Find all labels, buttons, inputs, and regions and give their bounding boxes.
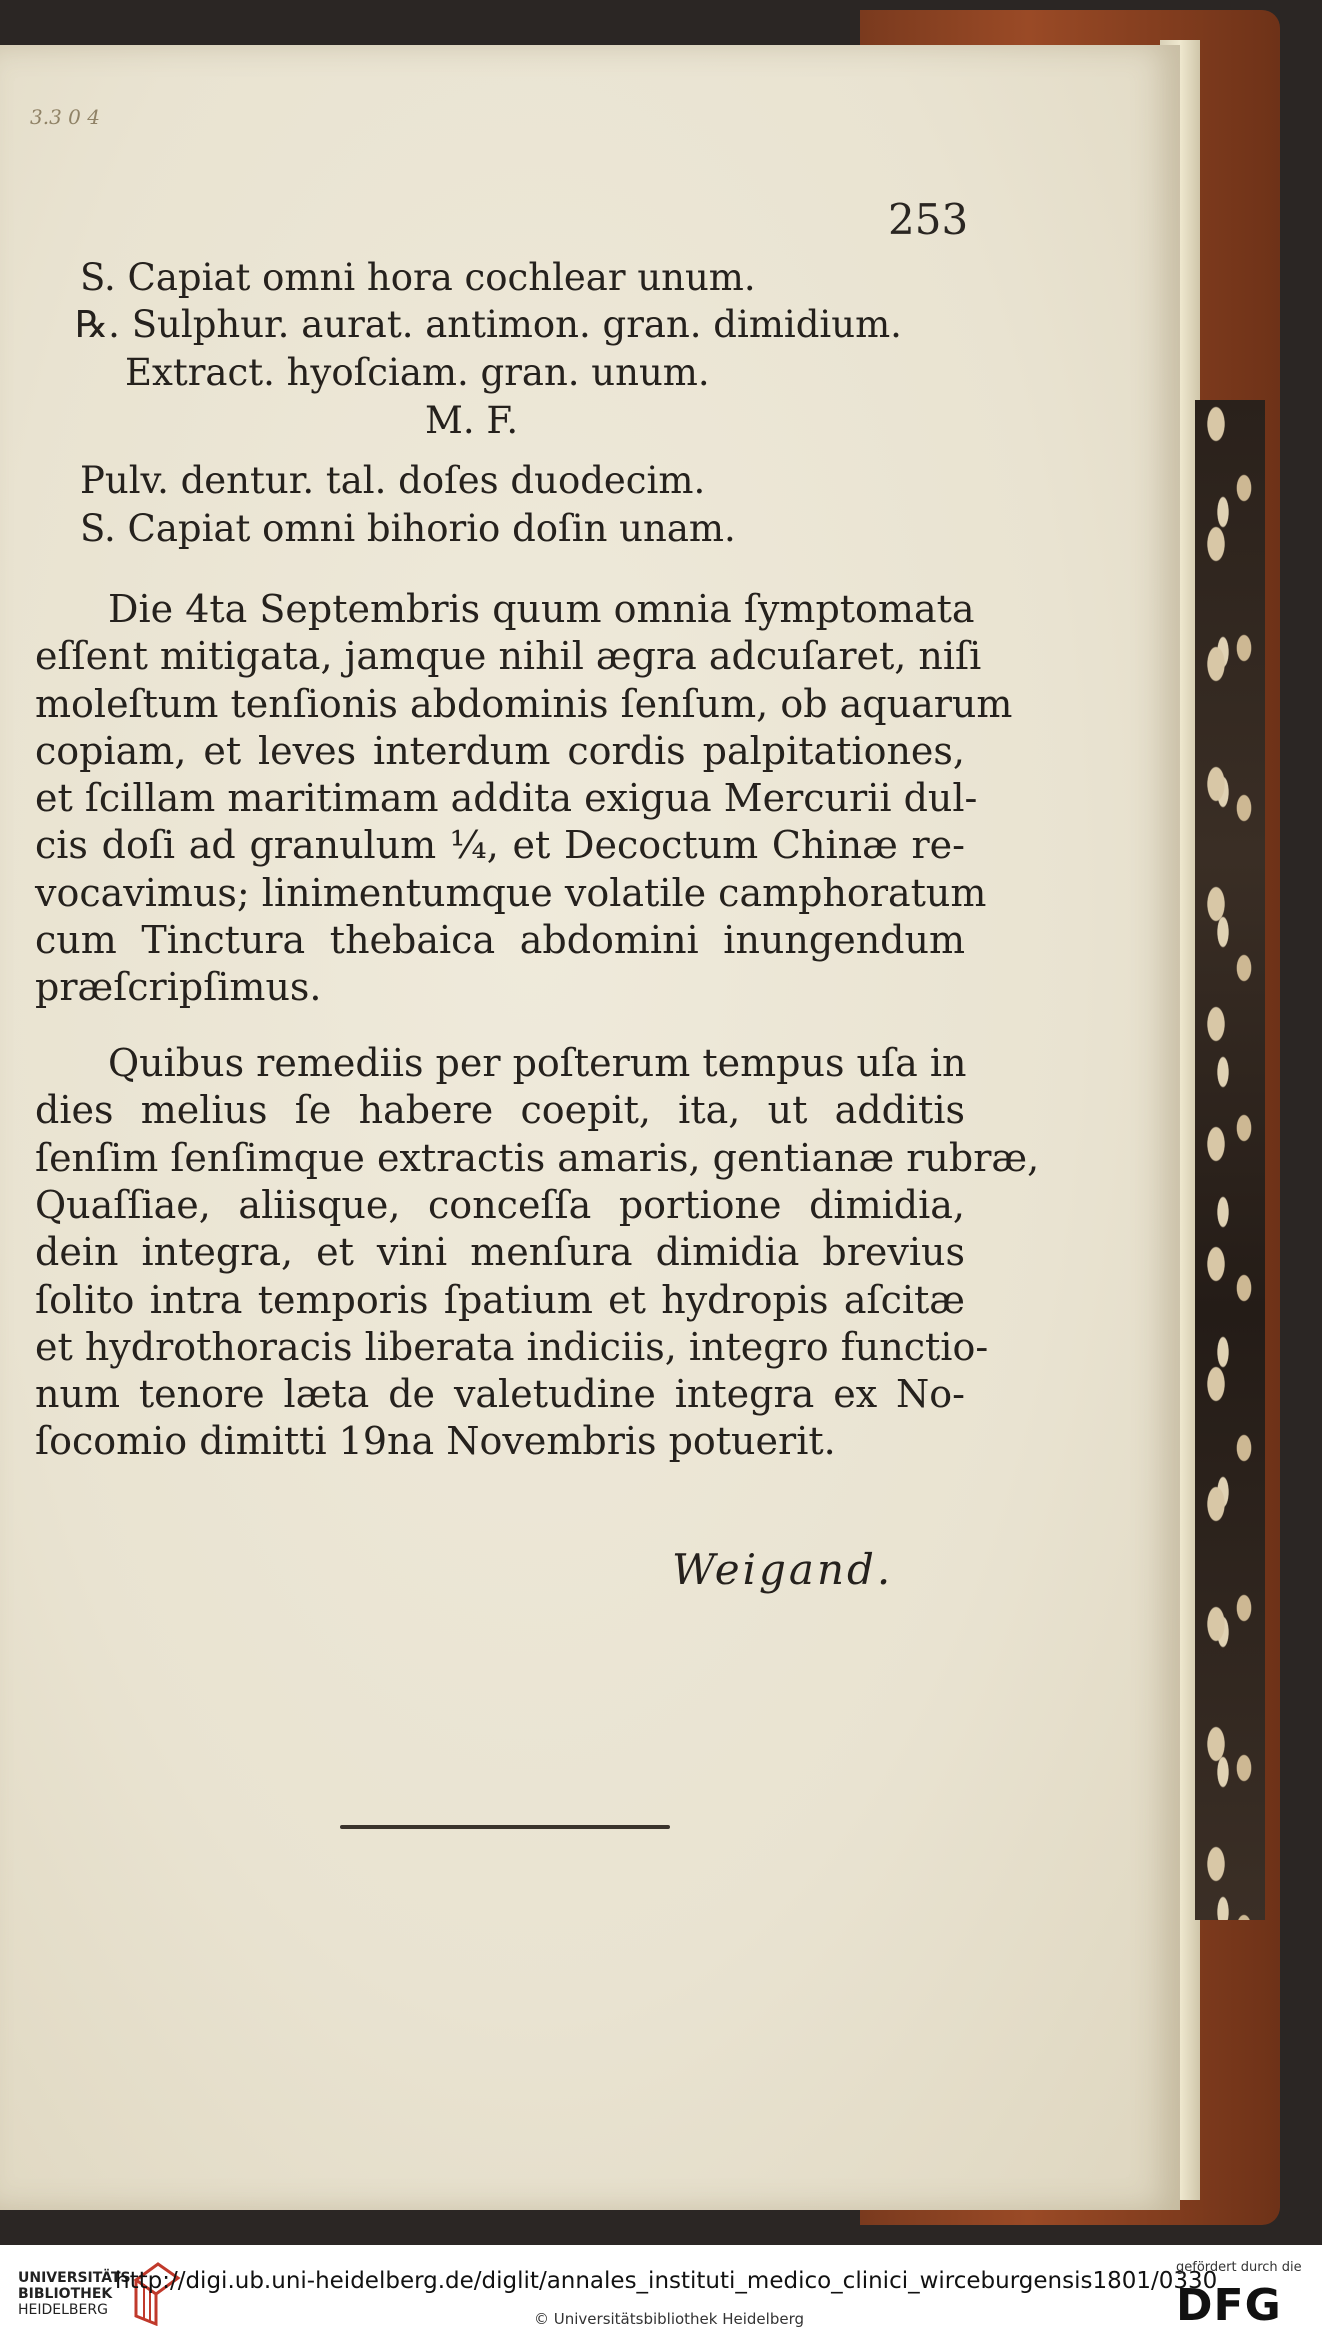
paragraph-line: Quaſſiae, aliisque, conceſſa portione dimidia, xyxy=(35,1183,965,1227)
prescription-line: S. Capiat omni hora cochlear unum. xyxy=(80,256,756,299)
prescription-line: ℞. Sulphur. aurat. antimon. gran. dimidium. xyxy=(75,303,902,346)
paragraph-line: et hydrothoracis liberata indiciis, integro functio- xyxy=(35,1325,989,1369)
prescription-line: Extract. hyoſciam. gran. unum. xyxy=(125,351,710,394)
permalink[interactable]: http://digi.ub.uni-heidelberg.de/diglit/annales_instituti_medico_clinici_wirceburgensis1801/0330 xyxy=(115,2268,1218,2294)
marbled-endpaper xyxy=(1195,400,1265,1920)
funding-caption: gefördert durch die xyxy=(1176,2260,1302,2275)
closing-rule xyxy=(340,1825,670,1829)
prescription-line: Pulv. dentur. tal. doſes duodecim. xyxy=(80,459,706,502)
library-name-line: BIBLIOTHEK xyxy=(18,2286,113,2302)
paragraph-line: ſolito intra temporis ſpatium et hydropis aſcitæ xyxy=(35,1278,965,1322)
paragraph-line: ſenſim ſenſimque extractis amaris, gentianæ rubræ, xyxy=(35,1136,1040,1180)
library-name-line: HEIDELBERG xyxy=(18,2302,108,2318)
paragraph-line: vocavimus; linimentumque volatile camphoratum xyxy=(35,871,987,915)
paragraph-line: copiam, et leves interdum cordis palpitationes, xyxy=(35,729,965,773)
paragraph-line: dies melius ſe habere coepit, ita, ut additis xyxy=(35,1088,965,1132)
paragraph-line: cis doſi ad granulum ¼, et Decoctum Chinæ re- xyxy=(35,823,965,867)
paragraph-line: eſſent mitigata, jamque nihil ægra adcuſaret, niſi xyxy=(35,634,982,678)
paragraph-line: Die 4ta Septembris quum omnia ſymptomata xyxy=(108,587,975,631)
shelfmark-note: 3.3 0 4 xyxy=(30,105,100,129)
paragraph-line: et ſcillam maritimam addita exigua Mercurii dul- xyxy=(35,776,978,820)
page-number: 253 xyxy=(888,195,969,244)
prescription-line: S. Capiat omni bihorio doſin unam. xyxy=(80,507,736,550)
copyright-notice: © Universitätsbibliothek Heidelberg xyxy=(534,2310,805,2328)
paragraph-line: præſcripſimus. xyxy=(35,965,322,1009)
paragraph-line: dein integra, et vini menſura dimidia brevius xyxy=(35,1230,965,1274)
dfg-logo: DFG xyxy=(1176,2280,1282,2331)
paragraph-line: Quibus remediis per poſterum tempus uſa in xyxy=(108,1041,967,1085)
library-name-line: UNIVERSITÄTS xyxy=(18,2270,131,2286)
paragraph-line: cum Tinctura thebaica abdomini inungendum xyxy=(35,918,965,962)
paragraph-line: ſocomio dimitti 19na Novembris potuerit. xyxy=(35,1419,836,1463)
author-signature: Weigand. xyxy=(672,1545,894,1594)
paragraph-line: moleſtum tenſionis abdominis ſenſum, ob aquarum xyxy=(35,682,1013,726)
prescription-line: M. F. xyxy=(425,399,519,442)
paragraph-line: num tenore læta de valetudine integra ex No- xyxy=(35,1372,965,1416)
